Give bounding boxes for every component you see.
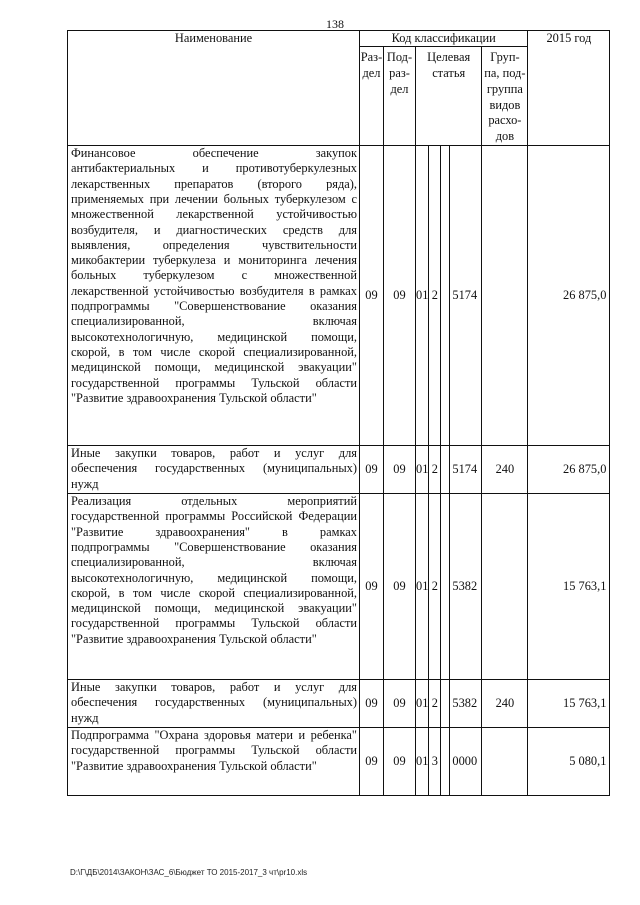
row-amount: 5 080,1 [528, 728, 610, 796]
header-line: дел [362, 66, 381, 81]
row-name-line: государственной программы Тульской области [71, 616, 357, 631]
row-program: 01 [416, 728, 429, 796]
row-name-line: скорой, в том числе скорой специализированной, [71, 344, 357, 359]
row-name-line: нужд [71, 710, 99, 725]
row-spacer [441, 146, 450, 446]
row-subprogram: 2 [429, 680, 441, 728]
row-name-line: специализированной, включая [71, 555, 357, 570]
row-name-line: Финансовое обеспечение закупок [71, 146, 357, 161]
row-name-line: государственной программы Тульской области [71, 375, 357, 390]
row-spacer [441, 680, 450, 728]
row-program: 01 [416, 446, 429, 494]
header-target-item [416, 47, 482, 146]
row-name-line: "Развитие здравоохранения Тульской области" [71, 758, 317, 773]
table-row [68, 494, 610, 680]
header-line: Целевая [427, 50, 471, 65]
row-item: 5174 [450, 446, 482, 494]
row-name [68, 146, 360, 446]
header-subsection [384, 47, 416, 146]
row-spacer [441, 446, 450, 494]
page-number: 138 [326, 17, 344, 31]
row-name-line: "Развитие здравоохранения" в рамках [71, 524, 357, 539]
row-name-line: подпрограммы "Совершенствование оказания [71, 299, 357, 314]
row-section: 09 [360, 146, 384, 446]
row-name-line: медицинской помощи, медицинской эвакуации" [71, 601, 357, 616]
row-name-line: высокотехнологичную, медицинской помощи, [71, 570, 357, 585]
row-subprogram: 2 [429, 494, 441, 680]
header-expense-type [482, 47, 528, 146]
row-item: 5174 [450, 146, 482, 446]
table-row [68, 146, 610, 446]
row-name-line: скорой, в том числе скорой специализированной, [71, 585, 357, 600]
table-row [68, 446, 610, 494]
row-name-line: подпрограммы "Совершенствование оказания [71, 539, 357, 554]
header-line: расхо- [488, 113, 522, 128]
row-subsection: 09 [384, 446, 416, 494]
row-name-line: специализированной, включая [71, 314, 357, 329]
row-section: 09 [360, 446, 384, 494]
header-year: 2015 год [528, 31, 610, 146]
row-name-line: "Развитие здравоохранения Тульской области" [71, 390, 317, 405]
row-program: 01 [416, 680, 429, 728]
row-subsection: 09 [384, 494, 416, 680]
row-name-line: выявления, определения чувствительности [71, 237, 357, 252]
row-amount: 26 875,0 [528, 146, 610, 446]
table-body [68, 146, 610, 796]
row-name-line: нужд [71, 476, 99, 491]
row-spacer [441, 728, 450, 796]
header-section [360, 47, 384, 146]
row-program: 01 [416, 146, 429, 446]
row-name-line: Иные закупки товаров, работ и услуг для [71, 680, 357, 695]
row-subprogram: 3 [429, 728, 441, 796]
row-name-line: применяемых при лечении больных туберкулезом с [71, 191, 357, 206]
row-subprogram: 2 [429, 146, 441, 446]
header-line: па, под- [484, 66, 526, 81]
row-name-line: антибактериальных и противотуберкулезных [71, 161, 357, 176]
row-expense-type [482, 146, 528, 446]
row-name-line: обеспечения государственных (муниципальных) [71, 695, 357, 710]
row-name [68, 680, 360, 728]
row-name-line: государственной программы Российской Федерации [71, 509, 357, 524]
row-name [68, 494, 360, 680]
row-spacer [441, 494, 450, 680]
row-name-line: обеспечения государственных (муниципальных) [71, 461, 357, 476]
row-expense-type: 240 [482, 680, 528, 728]
row-section: 09 [360, 494, 384, 680]
row-name-line: лекарственных препаратов (второго ряда), [71, 176, 357, 191]
row-expense-type [482, 728, 528, 796]
table-row [68, 680, 610, 728]
row-name-line: возбудителя, и диагностических средств для [71, 222, 357, 237]
header-line: дел [390, 81, 409, 96]
row-name-line: "Развитие здравоохранения Тульской области" [71, 631, 317, 646]
row-amount: 15 763,1 [528, 494, 610, 680]
row-name-line: микобактерии туберкулеза и мониторинга лечения [71, 253, 357, 268]
row-name [68, 728, 360, 796]
row-name-line: медицинской помощи, медицинской эвакуации" [71, 360, 357, 375]
header-line: группа [486, 81, 523, 96]
row-item: 5382 [450, 680, 482, 728]
row-amount: 26 875,0 [528, 446, 610, 494]
row-subprogram: 2 [429, 446, 441, 494]
header-line: Груп- [490, 50, 520, 65]
row-item: 5382 [450, 494, 482, 680]
table-row [68, 728, 610, 796]
row-subsection: 09 [384, 728, 416, 796]
row-amount: 15 763,1 [528, 680, 610, 728]
row-name-line: лекарственной устойчивостью возбудителя в рамках [71, 283, 357, 298]
row-subsection: 09 [384, 680, 416, 728]
header-line: раз- [389, 66, 410, 81]
row-name [68, 446, 360, 494]
row-section: 09 [360, 728, 384, 796]
header-line: дов [495, 129, 515, 144]
header-line: видов [489, 97, 521, 112]
row-name-line: множественной лекарственной устойчивостью [71, 207, 357, 222]
budget-table [67, 30, 610, 796]
header-line: Под- [386, 50, 413, 65]
row-expense-type: 240 [482, 446, 528, 494]
row-subsection: 09 [384, 146, 416, 446]
row-program: 01 [416, 494, 429, 680]
row-item: 0000 [450, 728, 482, 796]
header-line: статья [432, 66, 466, 81]
row-section: 09 [360, 680, 384, 728]
row-expense-type [482, 494, 528, 680]
header-name: Наименование [68, 31, 360, 146]
row-name-line: высокотехнологичную, медицинской помощи, [71, 329, 357, 344]
row-name-line: Иные закупки товаров, работ и услуг для [71, 446, 357, 461]
row-name-line: Реализация отдельных мероприятий [71, 494, 357, 509]
row-name-line: больных туберкулезом с множественной [71, 268, 357, 283]
row-name-line: государственной программы Тульской области [71, 743, 357, 758]
header-line: Раз- [360, 50, 383, 65]
header-classification-code: Код классификации [360, 31, 528, 47]
file-path: D:\Г\ДБ\2014\ЗАКОН\ЗАС_6\Бюджет ТО 2015-2017_3 чт\pr10.xls [70, 868, 308, 877]
row-name-line: Подпрограмма "Охрана здоровья матери и ребенка" [71, 728, 357, 743]
